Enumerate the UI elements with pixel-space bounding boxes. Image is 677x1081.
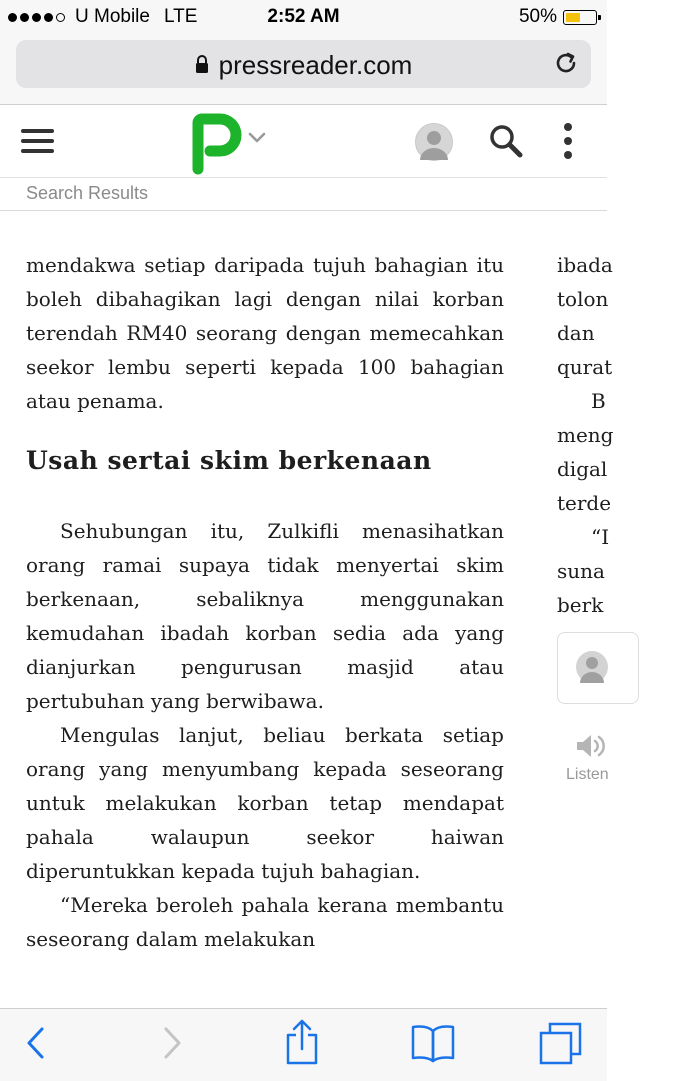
article-paragraph: “Mereka beroleh pahala kerana membantu seseorang dalam melakukan xyxy=(26,893,504,951)
back-icon[interactable] xyxy=(24,1023,48,1068)
forward-icon[interactable] xyxy=(160,1023,184,1068)
listen-label[interactable]: Listen xyxy=(566,766,609,783)
avatar xyxy=(576,651,608,683)
network-type: LTE xyxy=(163,6,198,27)
battery-icon xyxy=(563,10,597,25)
carrier-name: U Mobile xyxy=(75,6,150,27)
url-text: pressreader.com xyxy=(218,50,413,80)
tabs-icon[interactable] xyxy=(538,1021,584,1072)
side-line: tolon xyxy=(557,287,609,311)
app-header xyxy=(0,105,607,178)
side-line: meng xyxy=(557,423,614,447)
breadcrumb[interactable]: Search Results xyxy=(26,183,149,203)
side-line: ibada xyxy=(557,253,613,277)
article-paragraph: Sehubungan itu, Zulkifli menasihatkan orang ramai supaya tidak menyertai skim berkenaan, sebaliknya menggunakan kemudahan ibadah korban sedia ada yang dianjurkan pengurusan masjid atau pertubuhan yang berwibawa. xyxy=(26,519,504,713)
article-paragraph: mendakwa setiap daripada tujuh bahagian itu boleh dibahagikan lagi dengan nilai korban terendah RM40 seorang dengan memecahkan seekor lembu seperti kepada 100 bahagian atau penama. xyxy=(26,253,504,413)
side-line: berk xyxy=(557,593,604,617)
avatar[interactable] xyxy=(415,123,453,161)
speaker-icon[interactable] xyxy=(575,732,607,765)
article-subheading: Usah sertai skim berkenaan xyxy=(26,446,432,475)
status-bar xyxy=(0,0,607,34)
next-column-text xyxy=(557,248,677,622)
side-line: dan xyxy=(557,321,595,345)
more-icon[interactable] xyxy=(563,123,573,159)
search-icon[interactable] xyxy=(488,123,524,164)
breadcrumb-bar xyxy=(0,178,607,211)
url-field[interactable] xyxy=(16,40,591,88)
chevron-down-icon[interactable] xyxy=(248,131,266,149)
status-time: 2:52 AM xyxy=(267,6,340,27)
browser-toolbar xyxy=(0,1008,607,1081)
menu-icon[interactable] xyxy=(21,129,54,153)
article-paragraph: Mengulas lanjut, beliau berkata setiap orang yang menyumbang kepada seseorang untuk melakukan korban tetap mendapat pahala walaupun seekor haiwan diperuntukkan kepada tujuh bahagian. xyxy=(26,723,504,883)
side-line: digal xyxy=(557,457,608,481)
side-line: B xyxy=(591,389,606,413)
share-icon[interactable] xyxy=(284,1019,320,1070)
side-line: “I xyxy=(591,525,610,549)
side-line: terde xyxy=(557,491,612,515)
article-body xyxy=(26,248,504,956)
lock-icon xyxy=(195,50,209,81)
pressreader-logo[interactable] xyxy=(190,113,242,178)
side-line: qurat xyxy=(557,355,613,379)
browser-url-area xyxy=(0,34,607,105)
battery-percent: 50% xyxy=(518,6,557,27)
reload-icon[interactable] xyxy=(553,50,579,81)
comment-card[interactable] xyxy=(557,632,639,704)
side-line: suna xyxy=(557,559,605,583)
bookmarks-icon[interactable] xyxy=(410,1023,456,1068)
